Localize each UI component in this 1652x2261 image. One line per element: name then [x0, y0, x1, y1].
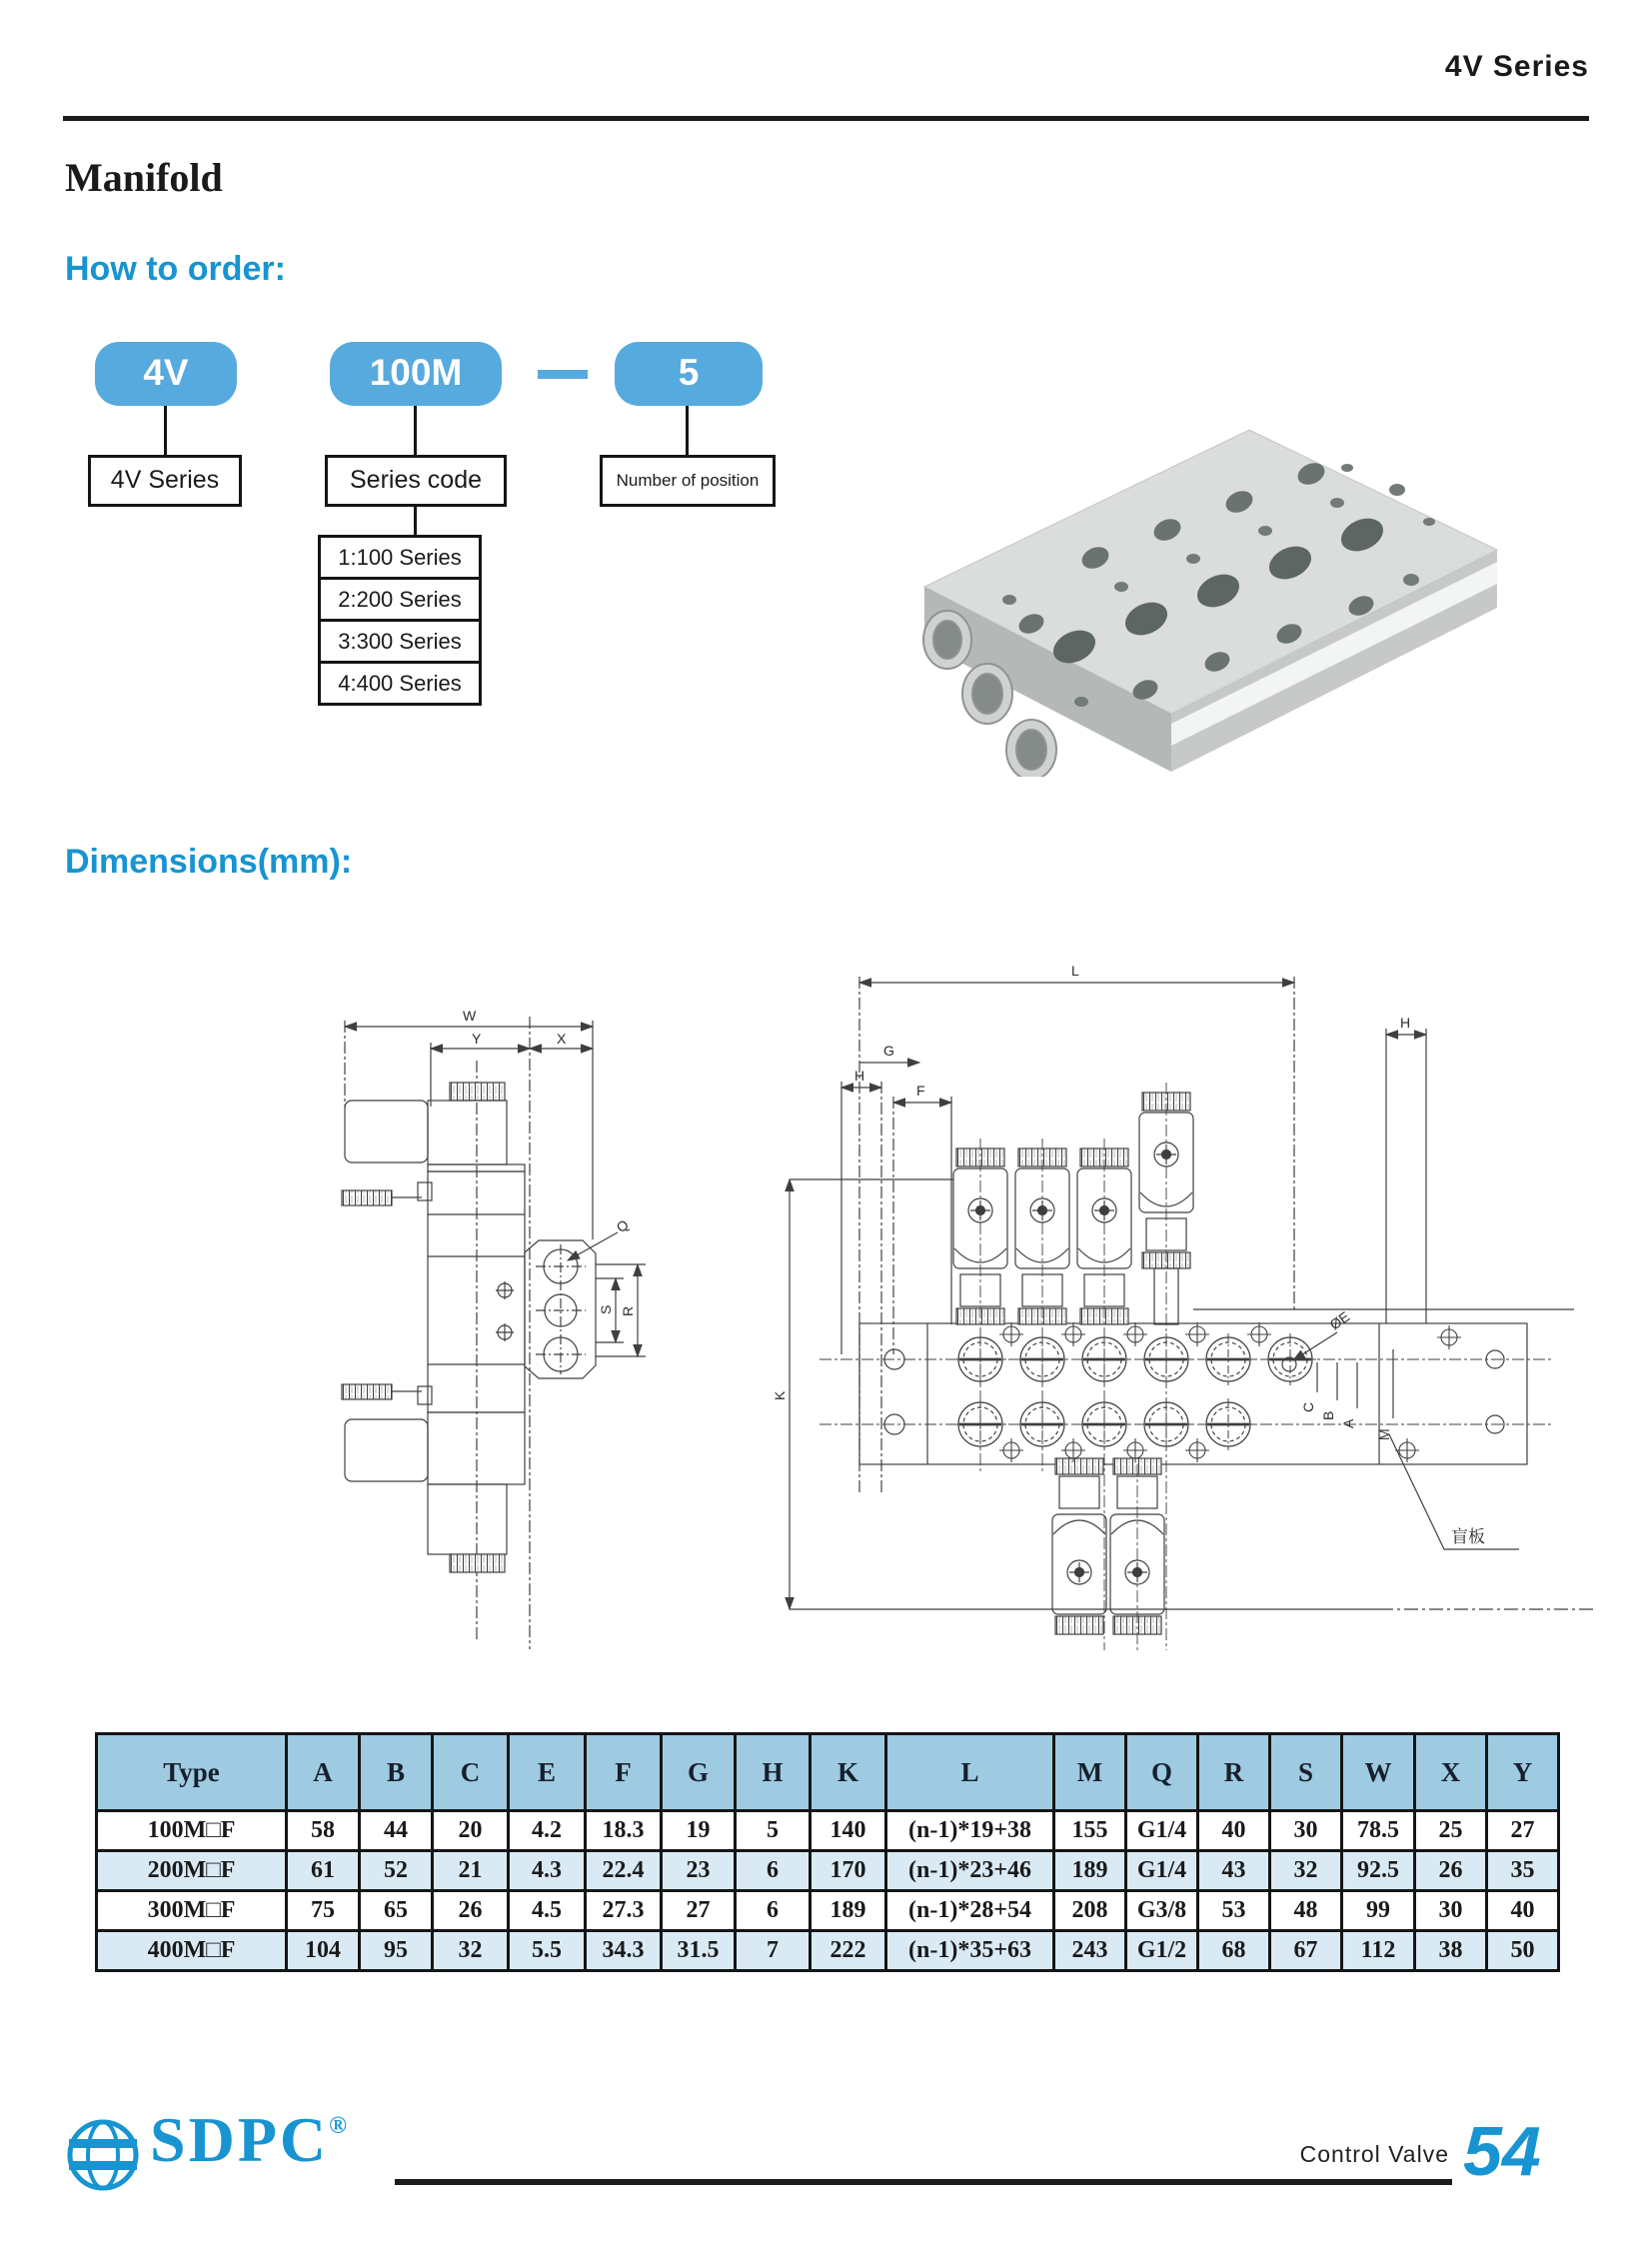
column-header: W	[1342, 1734, 1415, 1811]
table-cell: 27.3	[586, 1891, 662, 1931]
column-header: C	[433, 1734, 509, 1811]
dim-label-oe: ØE	[1326, 1307, 1353, 1333]
table-cell: 19	[662, 1811, 736, 1851]
table-cell: 104	[287, 1931, 360, 1971]
table-cell: 40	[1487, 1891, 1559, 1931]
footer-rule	[395, 2179, 1452, 2185]
connector-line	[414, 507, 417, 535]
dim-label-w: W	[463, 1008, 477, 1024]
connector-line	[164, 406, 167, 455]
registered-mark: ®	[329, 2113, 348, 2139]
table-cell: 92.5	[1342, 1851, 1415, 1891]
table-cell: 5.5	[509, 1931, 586, 1971]
table-cell: 25	[1415, 1811, 1487, 1851]
table-cell: 189	[1054, 1851, 1126, 1891]
table-cell: 189	[811, 1891, 886, 1931]
column-header: L	[886, 1734, 1054, 1811]
dim-label-h: H	[854, 1068, 865, 1084]
table-cell: 243	[1054, 1931, 1126, 1971]
series-option-list	[318, 535, 482, 706]
order-code-chip-position: 5	[615, 342, 763, 406]
column-header: H	[736, 1734, 811, 1811]
table-cell: G3/8	[1126, 1891, 1198, 1931]
dim-label-y: Y	[472, 1031, 482, 1047]
page-title: Manifold	[65, 155, 223, 200]
table-cell: G1/2	[1126, 1931, 1198, 1971]
table-cell: 95	[360, 1931, 433, 1971]
series-option: 2:200 Series	[321, 577, 479, 619]
footer-section-label: Control Valve	[1299, 2141, 1449, 2167]
column-header: Q	[1126, 1734, 1198, 1811]
product-photo	[899, 372, 1519, 777]
dim-label-r: R	[620, 1305, 636, 1316]
table-cell: 26	[433, 1891, 509, 1931]
table-row	[97, 1891, 1559, 1931]
table-cell: 32	[433, 1931, 509, 1971]
table-cell: 200M□F	[97, 1851, 287, 1891]
table-cell: (n-1)*23+46	[886, 1851, 1054, 1891]
brand-logo-text	[150, 2103, 347, 2177]
table-cell: 65	[360, 1891, 433, 1931]
table-cell: 32	[1270, 1851, 1342, 1891]
technical-drawing-top-view	[690, 935, 1614, 1704]
globe-icon	[63, 2115, 143, 2195]
blind-plate-label: 盲板	[1451, 1527, 1485, 1546]
table-cell: 22.4	[586, 1851, 662, 1891]
dim-label-b: B	[1320, 1410, 1336, 1420]
table-cell: 40	[1198, 1811, 1270, 1851]
table-cell: 30	[1270, 1811, 1342, 1851]
table-cell: 43	[1198, 1851, 1270, 1891]
table-cell: 44	[360, 1811, 433, 1851]
table-cell: 170	[811, 1851, 886, 1891]
column-header: K	[811, 1734, 886, 1811]
table-cell: 400M□F	[97, 1931, 287, 1971]
table-cell: 155	[1054, 1811, 1126, 1851]
table-row	[97, 1851, 1559, 1891]
column-header: S	[1270, 1734, 1342, 1811]
table-cell: 30	[1415, 1891, 1487, 1931]
dash-separator	[538, 370, 588, 379]
table-cell: 140	[811, 1811, 886, 1851]
dim-label-f: F	[916, 1083, 925, 1099]
page-number: 54	[1463, 2112, 1541, 2190]
how-to-order-heading: How to order:	[65, 250, 286, 288]
table-cell: G1/4	[1126, 1851, 1198, 1891]
table-cell: 4.3	[509, 1851, 586, 1891]
dim-label-x: X	[557, 1031, 567, 1047]
dim-label-g: G	[883, 1043, 894, 1059]
column-header: R	[1198, 1734, 1270, 1811]
table-cell: 26	[1415, 1851, 1487, 1891]
column-header: Y	[1487, 1734, 1559, 1811]
dim-label-s: S	[598, 1304, 614, 1314]
table-cell: 6	[736, 1891, 811, 1931]
table-cell: 27	[1487, 1811, 1559, 1851]
table-cell: 48	[1270, 1891, 1342, 1931]
connector-line	[414, 406, 417, 455]
table-cell: (n-1)*28+54	[886, 1891, 1054, 1931]
table-cell: 67	[1270, 1931, 1342, 1971]
table-cell: 53	[1198, 1891, 1270, 1931]
table-cell: 112	[1342, 1931, 1415, 1971]
table-header-row	[97, 1734, 1559, 1811]
column-header: Type	[97, 1734, 287, 1811]
series-header: 4V Series	[1444, 50, 1589, 83]
table-cell: 38	[1415, 1931, 1487, 1971]
table-cell: (n-1)*35+63	[886, 1931, 1054, 1971]
series-option: 3:300 Series	[321, 619, 479, 661]
table-cell: 75	[287, 1891, 360, 1931]
table-cell: 100M□F	[97, 1811, 287, 1851]
table-cell: 61	[287, 1851, 360, 1891]
table-cell: 27	[662, 1891, 736, 1931]
table-cell: 5	[736, 1811, 811, 1851]
column-header: A	[287, 1734, 360, 1811]
connector-line	[686, 406, 689, 455]
order-label-series-code: Series code	[325, 455, 507, 507]
dim-label-q: Q	[613, 1215, 633, 1236]
table-cell: G1/4	[1126, 1811, 1198, 1851]
column-header: F	[586, 1734, 662, 1811]
table-cell: 50	[1487, 1931, 1559, 1971]
dim-label-h2: H	[1400, 1015, 1411, 1031]
dim-label-l: L	[1071, 963, 1079, 979]
table-cell: 6	[736, 1851, 811, 1891]
column-header: X	[1415, 1734, 1487, 1811]
table-cell: 35	[1487, 1851, 1559, 1891]
table-cell: 52	[360, 1851, 433, 1891]
column-header: E	[509, 1734, 586, 1811]
table-cell: 300M□F	[97, 1891, 287, 1931]
table-cell: 34.3	[586, 1931, 662, 1971]
dimensions-heading: Dimensions(mm):	[65, 843, 353, 881]
table-cell: 222	[811, 1931, 886, 1971]
dim-label-a: A	[1340, 1418, 1356, 1428]
column-header: G	[662, 1734, 736, 1811]
series-option: 1:100 Series	[338, 545, 462, 570]
order-code-chip-series-code: 100M	[330, 342, 502, 406]
technical-drawing-side-view	[300, 995, 710, 1659]
table-row	[97, 1931, 1559, 1971]
dim-label-k: K	[772, 1390, 788, 1400]
table-cell: 99	[1342, 1891, 1415, 1931]
dimensions-table	[95, 1732, 1560, 1972]
table-row	[97, 1811, 1559, 1851]
table-cell: 208	[1054, 1891, 1126, 1931]
table-cell: (n-1)*19+38	[886, 1811, 1054, 1851]
order-label-series: 4V Series	[88, 455, 242, 507]
table-cell: 31.5	[662, 1931, 736, 1971]
column-header: M	[1054, 1734, 1126, 1811]
table-cell: 21	[433, 1851, 509, 1891]
table-cell: 4.2	[509, 1811, 586, 1851]
header-rule	[63, 116, 1589, 121]
table-cell: 7	[736, 1931, 811, 1971]
table-cell: 18.3	[586, 1811, 662, 1851]
table-cell: 78.5	[1342, 1811, 1415, 1851]
dim-label-c: C	[1300, 1401, 1316, 1412]
dim-label-m: M	[1376, 1428, 1392, 1440]
series-option: 4:400 Series	[321, 661, 479, 703]
table-cell: 68	[1198, 1931, 1270, 1971]
table-cell: 20	[433, 1811, 509, 1851]
table-cell: 58	[287, 1811, 360, 1851]
column-header: B	[360, 1734, 433, 1811]
table-cell: 4.5	[509, 1891, 586, 1931]
order-code-chip-series: 4V	[95, 342, 237, 406]
brand-name: SDPC	[150, 2104, 330, 2175]
order-label-position: Number of position	[600, 455, 776, 507]
table-cell: 23	[662, 1851, 736, 1891]
